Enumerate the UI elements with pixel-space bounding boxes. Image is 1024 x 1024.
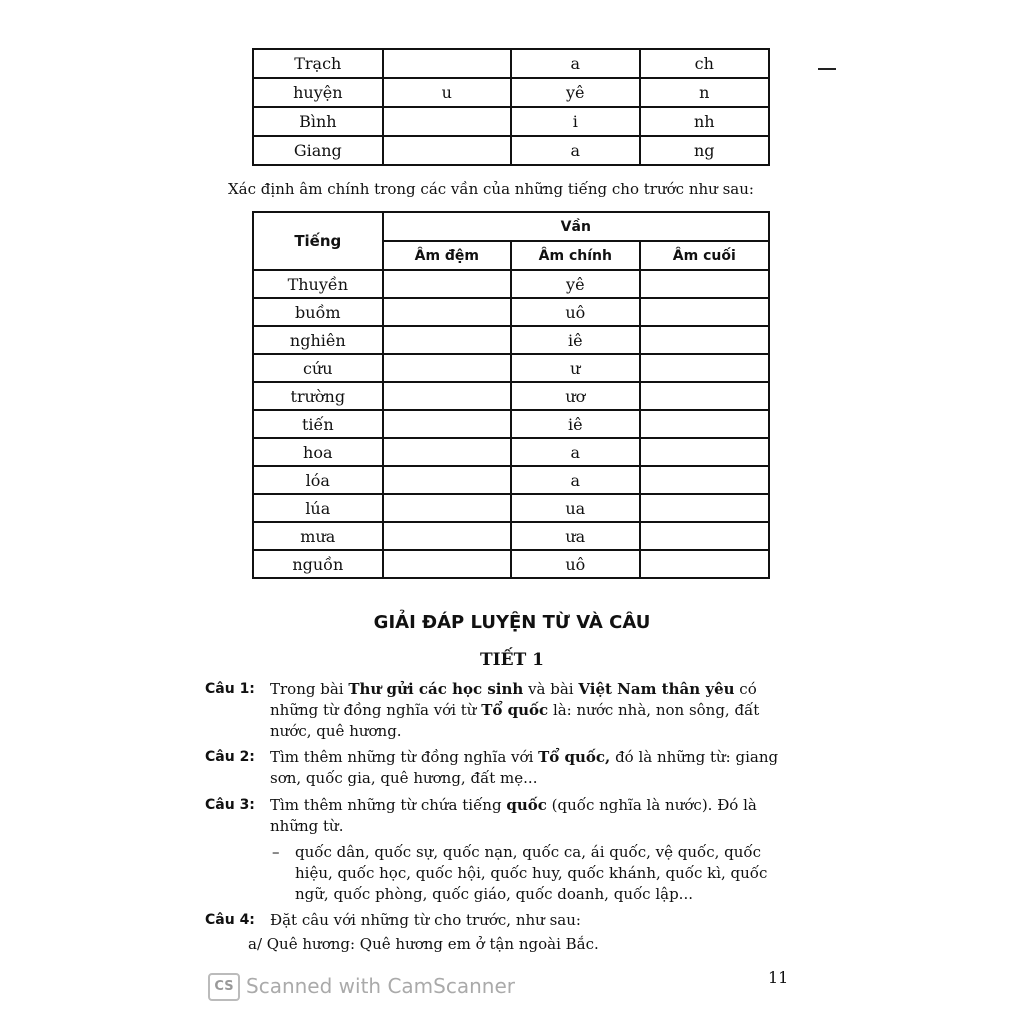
table-row <box>253 298 769 326</box>
table-cell <box>383 550 511 578</box>
table-cell: buồm <box>253 298 383 326</box>
table-cell: tiến <box>253 410 383 438</box>
question-text: Tìm thêm những từ đồng nghĩa với Tổ quốc, đó là những từ: giang sơn, quốc gia, quê hương, đất mẹ... <box>270 748 779 787</box>
table-row <box>253 78 769 107</box>
table-cell: ưa <box>511 522 640 550</box>
table-cell <box>640 270 769 298</box>
question-text: Đặt câu với những từ cho trước, như sau: <box>270 911 581 929</box>
section-subtitle: TIẾT 1 <box>480 650 544 670</box>
page-number: 11 <box>768 968 789 987</box>
question-text: Trong bài Thư gửi các học sinh và bài Việt Nam thân yêu có những từ đồng nghĩa với từ Tổ quốc là: nước nhà, non sông, đất nước, quê hương. <box>270 680 760 740</box>
section-title: GIẢI ĐÁP LUYỆN TỪ VÀ CÂU <box>373 612 651 633</box>
table-cell <box>640 298 769 326</box>
table-row <box>253 382 769 410</box>
table-cell: ươ <box>511 382 640 410</box>
table-cell: ch <box>640 49 770 78</box>
table-row <box>253 49 769 78</box>
table-cell <box>640 354 769 382</box>
table-cell: yê <box>511 270 640 298</box>
table-cell: u <box>383 78 511 107</box>
table-cell <box>383 354 511 382</box>
table-cell: yê <box>511 78 639 107</box>
table-cell: Bình <box>253 107 383 136</box>
table-cell <box>383 438 511 466</box>
header-am-cuoi: Âm cuối <box>640 241 769 270</box>
table-row <box>253 326 769 354</box>
scanner-watermark: Scanned with CamScanner <box>246 974 515 998</box>
question-3 <box>205 795 795 837</box>
table-cell: hoa <box>253 438 383 466</box>
header-am-chinh: Âm chính <box>511 241 640 270</box>
camscanner-logo: CS <box>208 973 240 1001</box>
rhyme-table-top <box>252 48 770 166</box>
table-cell: a <box>511 438 640 466</box>
table-row <box>253 354 769 382</box>
table-cell: nguồn <box>253 550 383 578</box>
question-1 <box>205 679 795 742</box>
question-4 <box>205 910 795 931</box>
table-row <box>253 550 769 578</box>
table-cell <box>383 466 511 494</box>
table-row <box>253 438 769 466</box>
table-row <box>253 522 769 550</box>
table-cell: iê <box>511 410 640 438</box>
table-cell: ua <box>511 494 640 522</box>
table-cell: nghiên <box>253 326 383 354</box>
intro-text: Xác định âm chính trong các vần của những tiếng cho trước như sau: <box>228 180 754 198</box>
list-text: quốc dân, quốc sự, quốc nạn, quốc ca, ái quốc, vệ quốc, quốc hiệu, quốc học, quốc hội, quốc huy, quốc khánh, quốc kì, quốc ngữ, quốc phòng, quốc giáo, quốc doanh, quốc lập... <box>295 843 768 903</box>
table-cell: uô <box>511 298 640 326</box>
table-cell: trường <box>253 382 383 410</box>
question-label: Câu 2: <box>205 749 255 765</box>
table-cell <box>383 298 511 326</box>
table-cell: Trạch <box>253 49 383 78</box>
table-cell <box>383 522 511 550</box>
list-dash: – <box>272 843 280 861</box>
table-cell <box>640 522 769 550</box>
table-cell: lóa <box>253 466 383 494</box>
table-cell <box>383 49 511 78</box>
table-cell <box>383 410 511 438</box>
header-am-dem: Âm đệm <box>383 241 511 270</box>
table-cell <box>383 136 511 165</box>
table-cell <box>383 107 511 136</box>
table-cell: i <box>511 107 639 136</box>
table-cell: Giang <box>253 136 383 165</box>
table-cell <box>383 494 511 522</box>
table-cell <box>640 494 769 522</box>
table-cell <box>640 550 769 578</box>
table-cell <box>640 410 769 438</box>
rhyme-table-main <box>252 211 770 579</box>
header-van: Vần <box>383 212 769 241</box>
header-tieng: Tiếng <box>253 212 383 270</box>
table-cell: nh <box>640 107 770 136</box>
table-cell: n <box>640 78 770 107</box>
table-cell: cứu <box>253 354 383 382</box>
table-cell: a <box>511 49 639 78</box>
table-cell: mưa <box>253 522 383 550</box>
question-4-answer-a: a/ Quê hương: Quê hương em ở tận ngoài Bắc. <box>248 935 599 953</box>
question-label: Câu 1: <box>205 681 255 697</box>
table-cell: a <box>511 136 639 165</box>
table-row <box>253 410 769 438</box>
question-label: Câu 4: <box>205 912 255 928</box>
table-cell <box>383 270 511 298</box>
table-cell <box>640 382 769 410</box>
table-cell <box>640 438 769 466</box>
table-cell <box>383 326 511 354</box>
table-cell: uô <box>511 550 640 578</box>
table-row <box>253 136 769 165</box>
table-cell <box>383 382 511 410</box>
table-cell: huyện <box>253 78 383 107</box>
table-cell: a <box>511 466 640 494</box>
table-row <box>253 107 769 136</box>
table-cell: iê <box>511 326 640 354</box>
table-cell: Thuyền <box>253 270 383 298</box>
table-cell: ng <box>640 136 770 165</box>
question-label: Câu 3: <box>205 797 255 813</box>
table-row <box>253 494 769 522</box>
question-3-list <box>272 842 792 905</box>
table-cell <box>640 326 769 354</box>
scan-mark <box>818 68 836 70</box>
table-row <box>253 270 769 298</box>
table-cell <box>640 466 769 494</box>
question-2 <box>205 747 795 789</box>
table-row <box>253 466 769 494</box>
table-cell: ư <box>511 354 640 382</box>
question-text: Tìm thêm những từ chứa tiếng quốc (quốc nghĩa là nước). Đó là những từ. <box>270 796 757 835</box>
table-cell: lúa <box>253 494 383 522</box>
